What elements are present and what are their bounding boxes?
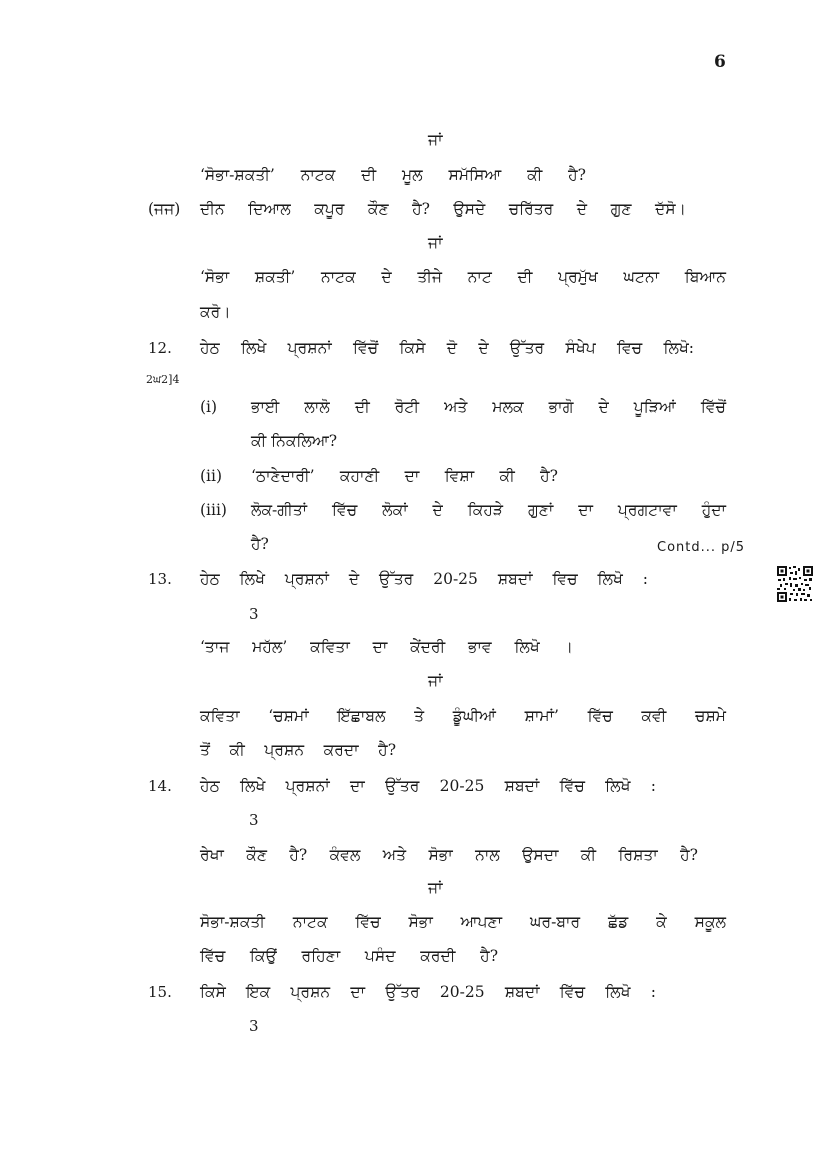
subquestion-text: ਕੀ ਨਿਕਲਿਆ?	[251, 432, 338, 450]
continued-label: Contd... p/5	[657, 540, 746, 555]
marks-label: 3	[249, 605, 259, 623]
question-text: ਵਿੱਚ ਕਿਉਂ ਰਹਿਣਾ ਪਸੰਦ ਕਰਦੀ ਹੈ?	[200, 947, 498, 965]
or-label: ਜਾਂ	[428, 672, 443, 690]
marks-label: 3	[249, 811, 259, 829]
marks-label: 2ਘ2]4	[146, 373, 180, 386]
question-number: 13.	[148, 570, 172, 588]
subquestion-text: ਭਾਈ ਲਾਲੋ ਦੀ ਰੋਟੀ ਅਤੇ ਮਲਕ ਭਾਗੋ ਦੇ ਪੂੜਿਆਂ ਵਿੱਚੋਂ	[251, 398, 726, 416]
question-number: 15.	[148, 983, 172, 1001]
subquestion-text: ਹੈ?	[251, 535, 269, 553]
qr-code-icon	[776, 565, 814, 603]
or-label: ਜਾਂ	[428, 131, 443, 149]
question-text: ਹੇਠ ਲਿਖੇ ਪ੍ਰਸ਼ਨਾਂ ਵਿੱਚੋਂ ਕਿਸੇ ਦੋ ਦੇ ਉੱਤਰ ਸੰਖੇਪ ਵਿਚ ਲਿਖੋ:	[200, 339, 694, 357]
question-text: ਹੇਠ ਲਿਖੇ ਪ੍ਰਸ਼ਨਾਂ ਦੇ ਉੱਤਰ 20-25 ਸ਼ਬਦਾਂ ਵਿਚ ਲਿਖੋ :	[200, 570, 648, 588]
subquestion-label: (ii)	[200, 467, 223, 485]
question-text: ਦੀਨ ਦਿਆਲ ਕਪੂਰ ਕੌਣ ਹੈ? ਉਸਦੇ ਚਰਿੱਤਰ ਦੇ ਗੁਣ ਦੱਸੋ।	[200, 200, 686, 218]
question-text: ‘ਸੋਭਾ-ਸ਼ਕਤੀ’ ਨਾਟਕ ਦੀ ਮੂਲ ਸਮੱਸਿਆ ਕੀ ਹੈ?	[200, 166, 586, 184]
question-text: ਕਰੋ।	[200, 303, 231, 321]
subquestion-text: ਲੋਕ-ਗੀਤਾਂ ਵਿੱਚ ਲੋਕਾਂ ਦੇ ਕਿਹੜੇ ਗੁਣਾਂ ਦਾ ਪ੍ਰਗਟਾਵਾ ਹੁੰਦਾ	[251, 501, 726, 519]
question-text: ਤੋਂ ਕੀ ਪ੍ਰਸ਼ਨ ਕਰਦਾ ਹੈ?	[200, 741, 396, 759]
page-number: 6	[714, 52, 726, 72]
subquestion-label: (iii)	[200, 501, 227, 519]
question-text: ਰੇਖਾ ਕੌਣ ਹੈ? ਕੰਵਲ ਅਤੇ ਸੋਭਾ ਨਾਲ ਉਸਦਾ ਕੀ ਰਿਸ਼ਤਾ ਹੈ?	[200, 846, 698, 864]
subquestion-label: (i)	[200, 398, 218, 416]
question-text: ਕਿਸੇ ਇਕ ਪ੍ਰਸ਼ਨ ਦਾ ਉੱਤਰ 20-25 ਸ਼ਬਦਾਂ ਵਿੱਚ ਲਿਖੋ :	[200, 983, 656, 1001]
or-label: ਜਾਂ	[428, 879, 443, 897]
question-label: (ਜਜ)	[148, 200, 181, 218]
question-text: ਹੇਠ ਲਿਖੇ ਪ੍ਰਸ਼ਨਾਂ ਦਾ ਉੱਤਰ 20-25 ਸ਼ਬਦਾਂ ਵਿੱਚ ਲਿਖੋ :	[200, 777, 656, 795]
question-text: ਸੋਭਾ-ਸ਼ਕਤੀ ਨਾਟਕ ਵਿੱਚ ਸੋਭਾ ਆਪਣਾ ਘਰ-ਬਾਰ ਛੱਡ ਕੇ ਸਕੂਲ	[200, 913, 726, 931]
question-text: ‘ਸੋਭਾ ਸ਼ਕਤੀ’ ਨਾਟਕ ਦੇ ਤੀਜੇ ਨਾਟ ਦੀ ਪ੍ਰਮੁੱਖ ਘਟਨਾ ਬਿਆਨ	[200, 268, 726, 286]
question-number: 12.	[148, 339, 172, 357]
marks-label: 3	[249, 1017, 259, 1035]
question-text: ‘ਤਾਜ ਮਹੱਲ’ ਕਵਿਤਾ ਦਾ ਕੇਂਦਰੀ ਭਾਵ ਲਿਖੋ ।	[200, 638, 573, 656]
or-label: ਜਾਂ	[428, 234, 443, 252]
subquestion-text: ‘ਠਾਣੇਦਾਰੀ’ ਕਹਾਣੀ ਦਾ ਵਿਸ਼ਾ ਕੀ ਹੈ?	[251, 467, 558, 485]
question-number: 14.	[148, 777, 172, 795]
question-text: ਕਵਿਤਾ ‘ਚਸ਼ਮਾਂ ਇੱਛਾਬਲ ਤੇ ਡੂੰਘੀਆਂ ਸ਼ਾਮਾਂ’ ਵਿੱਚ ਕਵੀ ਚਸ਼ਮੇ	[200, 707, 726, 725]
